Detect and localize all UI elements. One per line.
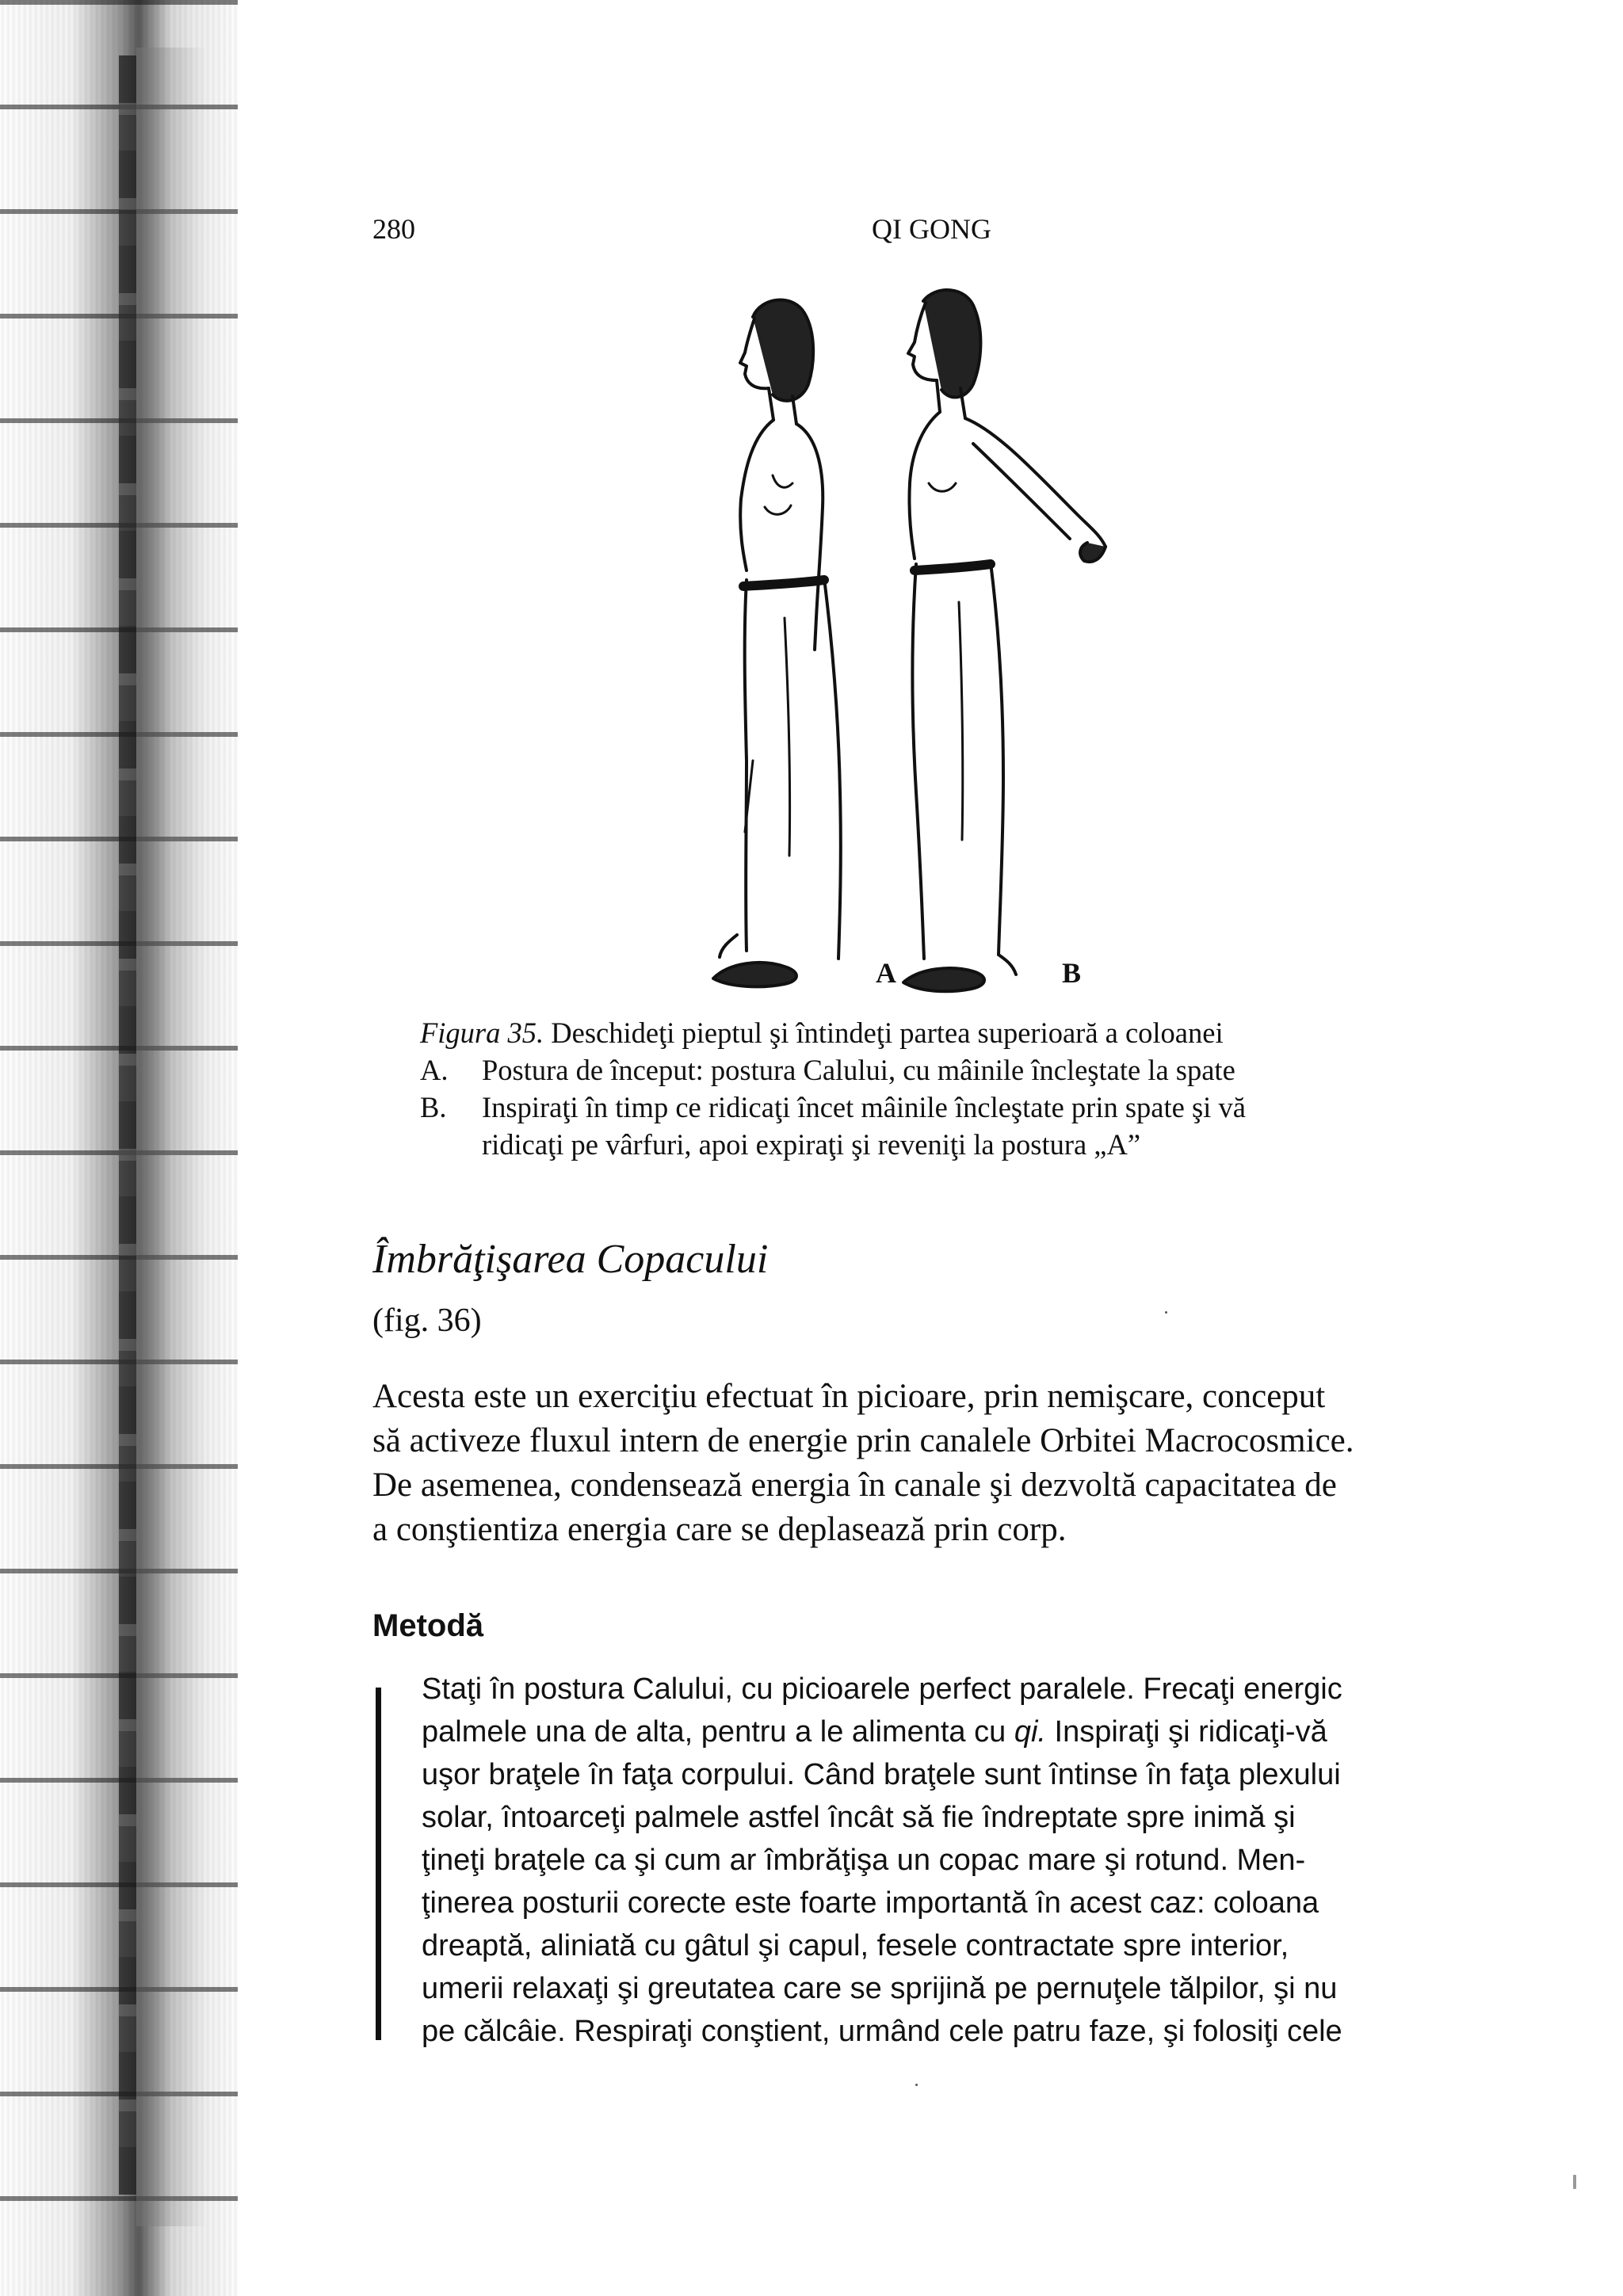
running-title: QI GONG	[872, 213, 991, 245]
caption-item-b-letter: B.	[420, 1091, 447, 1123]
caption-item-b	[420, 1089, 1498, 1126]
method-line-2-tail: Inspiraţi şi ridicaţi-vă	[1045, 1715, 1327, 1749]
section-figure-reference: (fig. 36)	[372, 1302, 482, 1339]
section-paragraph	[372, 1375, 1514, 1552]
qi-word: qi.	[1014, 1715, 1046, 1749]
method-line: dreaptă, aliniată cu gâtul şi capul, fesele contractate spre interior,	[422, 1929, 1289, 1962]
method-line: uşor braţele în faţa corpului. Când braţele sunt întinse în faţa plexului	[422, 1758, 1341, 1791]
caption-item-b-continuation	[420, 1126, 1498, 1163]
scan-speck	[1573, 2175, 1576, 2189]
paragraph-line: a conştientiza energia care se deplasează prin corp.	[372, 1511, 1067, 1548]
scan-speck	[915, 2084, 918, 2086]
scan-speck	[1165, 1311, 1167, 1314]
figure-label-a: A	[876, 957, 896, 989]
caption-figure-label: Figura 35.	[420, 1016, 544, 1049]
figure-illustration	[697, 285, 1189, 998]
caption-item-b-text-1: Inspiraţi în timp ce ridicaţi încet mâinile încleştate prin spate şi vă	[482, 1091, 1246, 1123]
qigong-postures-drawing	[697, 285, 1189, 998]
method-heading: Metodă	[372, 1608, 483, 1643]
page-number: 280	[372, 213, 415, 245]
method-line: Staţi în postura Calului, cu picioarele perfect paralele. Frecaţi energic	[422, 1672, 1342, 1706]
caption-item-a-text: Postura de început: postura Calului, cu mâinile încleştate la spate	[482, 1054, 1235, 1086]
figure-a	[713, 300, 841, 987]
method-line: ţineţi braţele ca şi cum ar îmbrăţişa un copac mare şi rotund. Men-	[422, 1844, 1306, 1877]
method-sidebar-rule	[376, 1688, 381, 2040]
method-line-2-start: palmele una de alta, pentru a le alimenta cu	[422, 1715, 1014, 1749]
method-line: pe călcâie. Respiraţi conştient, urmând cele patru faze, şi folosiţi cele	[422, 2015, 1342, 2048]
method-text-block	[422, 1668, 1523, 2053]
method-line: umerii relaxaţi şi greutatea care se sprijină pe pernuţele tălpilor, şi nu	[422, 1972, 1338, 2005]
figure-label-b: B	[1062, 957, 1082, 989]
method-line: ţinerea posturii corecte este foarte importantă în acest caz: coloana	[422, 1886, 1319, 1920]
binding-fade	[136, 48, 208, 2226]
method-line	[422, 1711, 1523, 1753]
caption-item-a-letter: A.	[420, 1054, 449, 1086]
caption-item-a	[420, 1051, 1498, 1089]
caption-item-b-text-2: ridicaţi pe vârfuri, apoi expiraţi şi reveniţi la postura „A”	[482, 1128, 1141, 1161]
binding-spine	[119, 55, 136, 2195]
caption-title: Deschideţi pieptul şi întindeţi partea superioară a coloanei	[551, 1016, 1224, 1049]
paragraph-line: să activeze fluxul intern de energie prin canalele Orbitei Macrocosmice.	[372, 1422, 1354, 1459]
section-title: Îmbrăţişarea Copacului	[372, 1237, 769, 1282]
paragraph-line: De asemenea, condensează energia în canale şi dezvoltă capacitatea de	[372, 1466, 1337, 1504]
figure-caption	[420, 1014, 1498, 1163]
figure-b	[903, 290, 1106, 991]
paragraph-line: Acesta este un exerciţiu efectuat în picioare, prin nemişcare, conceput	[372, 1378, 1326, 1415]
caption-title-line	[420, 1014, 1498, 1051]
page-header	[372, 212, 1323, 244]
method-line: solar, întoarceţi palmele astfel încât să fie îndreptate spre inimă şi	[422, 1801, 1296, 1834]
